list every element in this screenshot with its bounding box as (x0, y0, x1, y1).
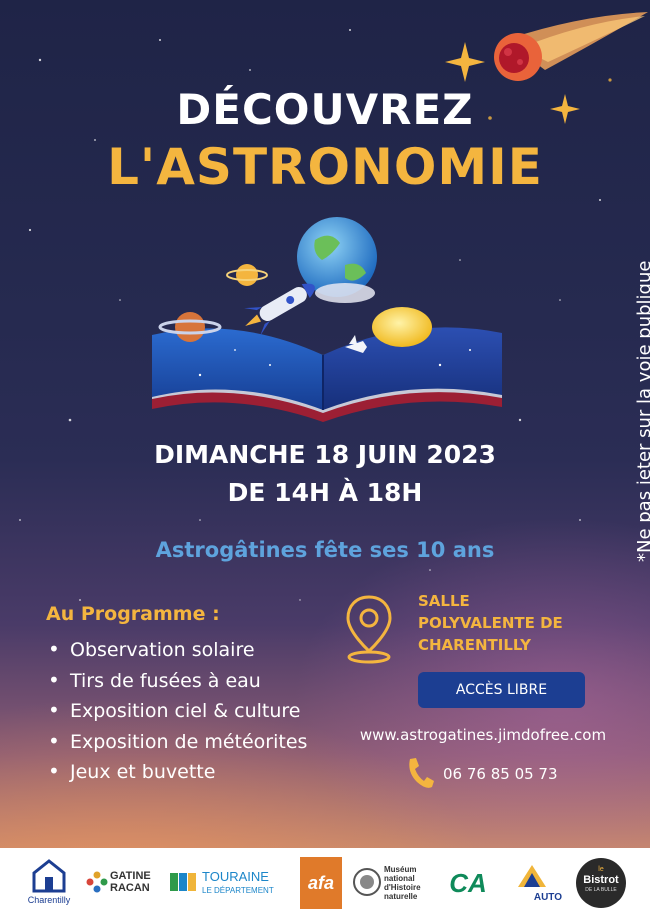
event-hours: DE 14H À 18H (227, 478, 423, 507)
venue (418, 590, 618, 656)
seal-icon (352, 867, 382, 897)
logo-auto: AUTO (508, 857, 566, 909)
logo-charentilly: Charentilly (24, 857, 74, 909)
logo-credit-agricole: CA (438, 857, 498, 909)
logo-afa: afa (300, 857, 342, 909)
touraine-mark-icon (170, 871, 196, 893)
flower-icon (86, 871, 108, 893)
church-icon (24, 857, 74, 893)
program-item: • Exposition de météorites (48, 726, 307, 757)
partner-logos (0, 848, 650, 919)
auto-mark-icon (514, 861, 550, 891)
phone-icon (404, 756, 434, 790)
program-list (48, 634, 307, 787)
anniversary-text: Astrogâtines fête ses 10 ans (155, 538, 495, 562)
comet-icon (494, 12, 648, 81)
website-link[interactable]: www.astrogatines.jimdofree.com (359, 726, 607, 744)
book-illustration (140, 215, 510, 425)
program-item: • Tirs de fusées à eau (48, 665, 307, 696)
phone-number[interactable]: 06 76 85 05 73 (443, 765, 558, 783)
access-badge: ACCÈS LIBRE (418, 672, 585, 708)
logo-museum: Muséum national d'Histoire naturelle (350, 857, 428, 909)
program-item: • Jeux et buvette (48, 756, 307, 787)
side-notice (604, 222, 655, 562)
logo-touraine: TOURAINE LE DÉPARTEMENT (166, 857, 290, 909)
program-item: • Observation solaire (48, 634, 307, 665)
venue-line-2: POLYVALENTE DE (418, 614, 563, 632)
program-heading: Au Programme : (46, 603, 220, 625)
venue-line-3: CHARENTILLY (418, 636, 531, 654)
title-line-2: L'ASTRONOMIE (107, 138, 543, 196)
logo-gatine-racan: GATINE RACAN (84, 857, 156, 909)
program-item: • Exposition ciel & culture (48, 695, 307, 726)
event-date: DIMANCHE 18 JUIN 2023 (154, 440, 496, 469)
venue-line-1: SALLE (418, 592, 470, 610)
side-notice-text: *Ne pas jeter sur la voie publique (634, 260, 655, 562)
logo-bistrot: le Bistrot DE LA BULLE (576, 858, 626, 908)
title-line-1: DÉCOUVREZ (176, 85, 474, 134)
map-pin-icon (344, 593, 394, 665)
